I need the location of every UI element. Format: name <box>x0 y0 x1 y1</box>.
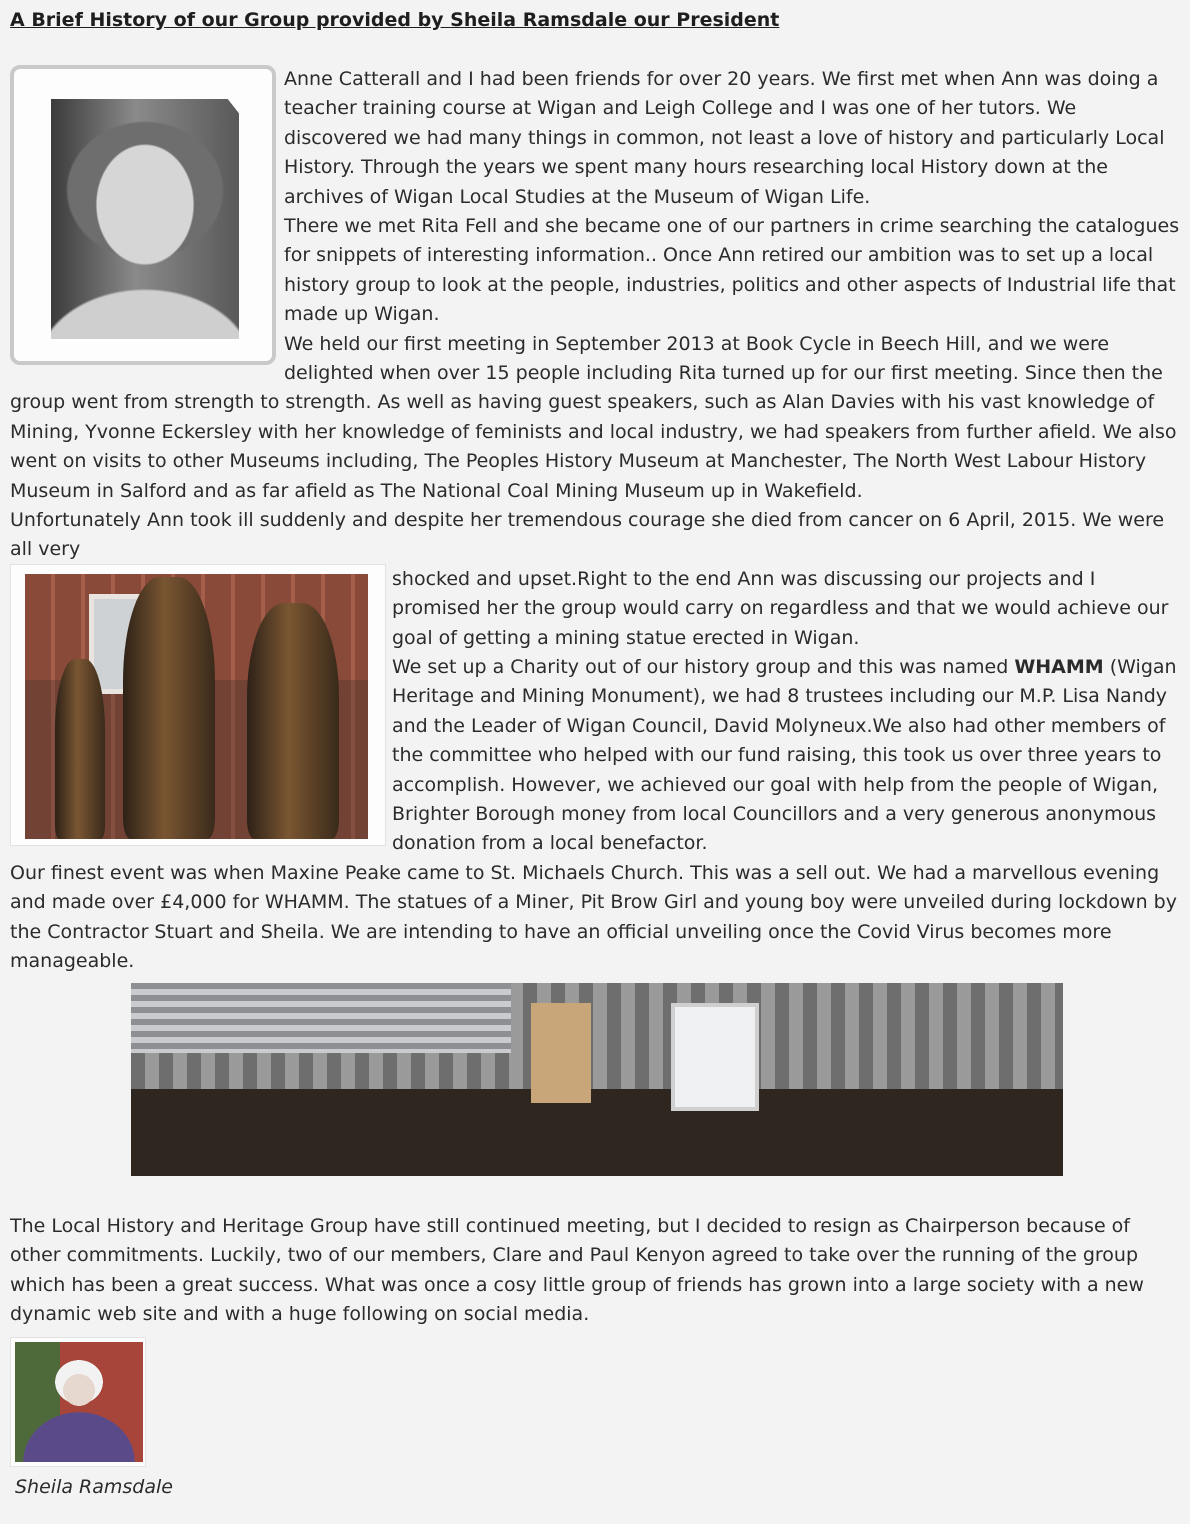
paragraph-statue-goal: shocked and upset.Right to the end Ann was discussing our projects and I promised her the group would carry on regardless and that we would achieve our goal of getting a mining statue erected in Wigan. <box>392 567 1169 649</box>
sheila-ramsdale-photo-frame <box>10 1337 146 1467</box>
group-meeting-photo <box>131 983 1063 1176</box>
history-section-2 <box>10 506 1182 977</box>
page-title: A Brief History of our Group provided by Sheila Ramsdale our President <box>10 9 780 31</box>
paragraph-ann-illness: Unfortunately Ann took ill suddenly and despite her tremendous courage she died from cancer on 6 April, 2015. We were all very <box>10 509 1165 561</box>
history-section-1 <box>10 65 1182 506</box>
mining-statue-photo-frame <box>10 564 386 846</box>
paragraph-first-meeting: We held our first meeting in September 2013 at Book Cycle in Beech Hill, and we were delighted when over 15 people including Rita turned up for our first meeting. Since then the group went from strength to strength. As well as having guest speakers, such as Alan Davies with his vast knowledge of Mining, Yvonne Eckersley with her knowledge of feminists and local industry, we had speakers from further afield. We also went on visits to other Museums including, The Peoples History Museum at Manchester, The North West Labour History Museum in Salford and as far afield as The National Coal Mining Museum up in Wakefield. <box>10 332 1177 502</box>
sheila-ramsdale-photo <box>15 1342 143 1462</box>
paragraph-friendship: Anne Catterall and I had been friends for over 20 years. We first met when Ann was doing a teacher training course at Wigan and Leigh College and I was one of her tutors. We discovered we had many things in common, not least a love of history and particularly Local History. Through the years we spent many hours researching local History down at the archives of Wigan Local Studies at the Museum of Wigan Life. <box>284 68 1165 208</box>
anne-catterall-photo <box>51 99 239 339</box>
signature-name: Sheila Ramsdale <box>15 1476 173 1498</box>
history-section-3 <box>10 1212 1182 1330</box>
whamm-name: WHAMM <box>1014 656 1104 679</box>
whamm-text-after: (Wigan Heritage and Mining Monument), we had 8 trustees including our M.P. Lisa Nandy and the Leader of Wigan Council, David Molyneux.We also had other members of the committee who helped with our fund raising, this took us over three years to accomplish. However, we achieved our goal with help from the people of Wigan, Brighter Borough money from local Councillors and a very generous anonymous donation from a local benefactor. <box>392 656 1177 855</box>
paragraph-finest-event: Our finest event was when Maxine Peake came to St. Michaels Church. This was a sell out. We had a marvellous evening and made over £4,000 for WHAMM. The statues of a Miner, Pit Brow Girl and young boy were unveiled during lockdown by the Contractor Stuart and Sheila. We are intending to have an official unveiling once the Covid Virus becomes more manageable. <box>10 861 1177 973</box>
mining-statue-photo <box>25 574 368 839</box>
anne-catterall-photo-frame <box>10 65 276 365</box>
paragraph-group-continues: The Local History and Heritage Group have still continued meeting, but I decided to resign as Chairperson because of other commitments. Luckily, two of our members, Clare and Paul Kenyon agreed to take over the running of the group which has been a great success. What was once a cosy little group of friends has grown into a large society with a new dynamic web site and with a huge following on social media. <box>10 1215 1144 1326</box>
paragraph-rita-fell: There we met Rita Fell and she became one of our partners in crime searching the catalogues for snippets of interesting information.. Once Ann retired our ambition was to set up a local history group to look at the people, industries, politics and other aspects of Industrial life that made up Wigan. <box>284 215 1180 326</box>
whamm-text-before: We set up a Charity out of our history group and this was named <box>392 656 1015 679</box>
